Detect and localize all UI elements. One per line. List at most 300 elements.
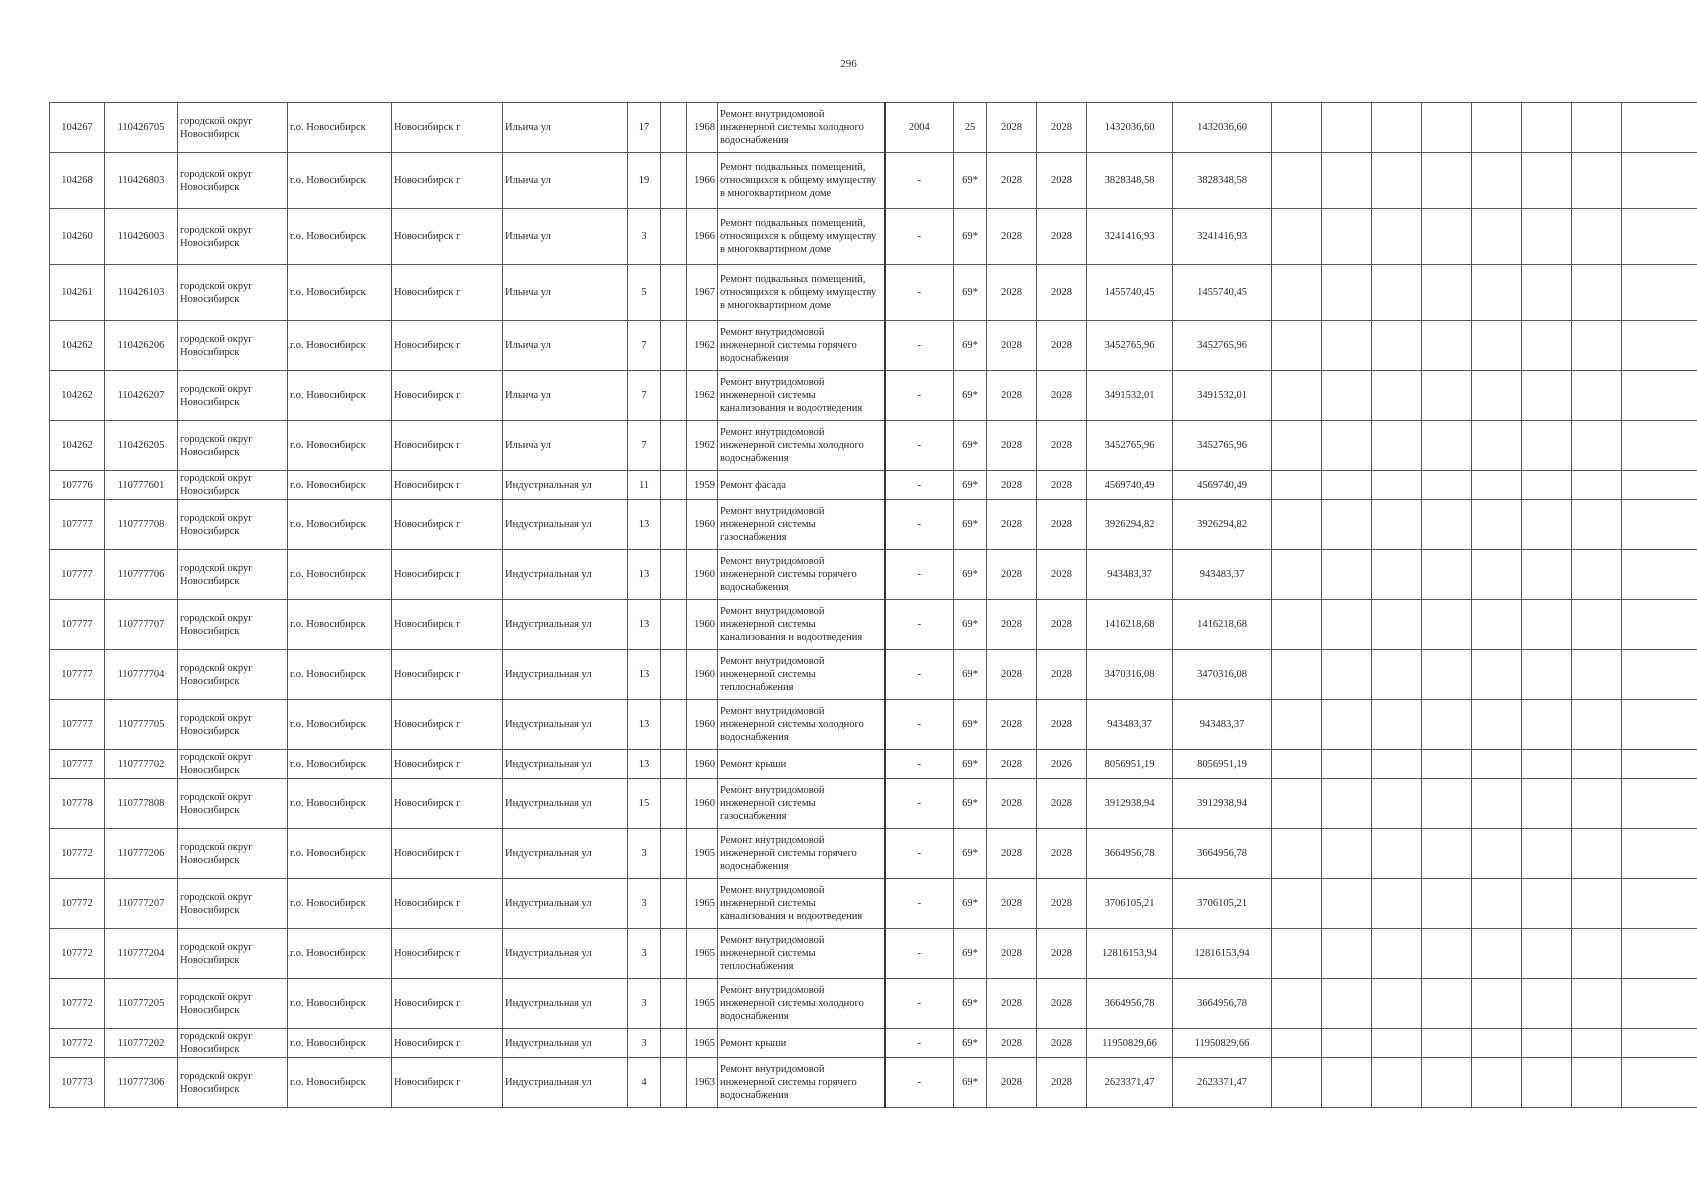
cell-last-repair: -: [885, 779, 954, 829]
cell-locality: Новосибирск г: [392, 700, 503, 750]
cell-house: 4: [628, 1058, 661, 1108]
cell-empty: [1622, 153, 1697, 209]
cell-empty: [1522, 321, 1572, 371]
cell-empty: [1522, 700, 1572, 750]
cell-empty: [1372, 103, 1422, 153]
cell-municipality: г.о. Новосибирск: [288, 265, 392, 321]
cell-period: 2028: [1037, 153, 1087, 209]
cell-last-repair: -: [885, 1029, 954, 1058]
cell-empty: [1622, 1029, 1697, 1058]
cell-building: [661, 153, 687, 209]
cell-locality: Новосибирск г: [392, 879, 503, 929]
cell-year-built: 1962: [687, 321, 718, 371]
cell-house: 13: [628, 500, 661, 550]
cell-cost: 3664956,78: [1087, 979, 1173, 1029]
cell-empty: [1422, 929, 1472, 979]
cell-empty: [1322, 421, 1372, 471]
cell-empty: [1472, 265, 1522, 321]
cell-municipality: г.о. Новосибирск: [288, 371, 392, 421]
page-number: 296: [840, 58, 857, 70]
table-row: [50, 103, 1697, 153]
cell-empty: [1522, 265, 1572, 321]
cell-empty: [1422, 103, 1472, 153]
cell-id: 104267: [50, 103, 105, 153]
cell-empty: [1522, 1058, 1572, 1108]
cell-work-type: Ремонт крыши: [718, 1029, 885, 1058]
cell-building: [661, 750, 687, 779]
cell-empty: [1322, 153, 1372, 209]
cell-year-built: 1960: [687, 750, 718, 779]
cell-empty: [1372, 929, 1422, 979]
cell-year-built: 1965: [687, 979, 718, 1029]
cell-empty: [1522, 421, 1572, 471]
cell-term: 69*: [954, 779, 987, 829]
cell-municipality: г.о. Новосибирск: [288, 321, 392, 371]
cell-term: 69*: [954, 750, 987, 779]
cell-plan-year: 2028: [987, 879, 1037, 929]
cell-code: 110426003: [105, 209, 178, 265]
cell-total: 3452765,96: [1173, 421, 1272, 471]
cell-empty: [1372, 1029, 1422, 1058]
cell-period: 2028: [1037, 1058, 1087, 1108]
cell-empty: [1272, 650, 1322, 700]
cell-locality: Новосибирск г: [392, 1058, 503, 1108]
cell-locality: Новосибирск г: [392, 471, 503, 500]
cell-empty: [1472, 500, 1522, 550]
cell-street: Индустриальная ул: [503, 1029, 628, 1058]
cell-term: 69*: [954, 650, 987, 700]
cell-empty: [1422, 1029, 1472, 1058]
cell-plan-year: 2028: [987, 979, 1037, 1029]
cell-period: 2028: [1037, 209, 1087, 265]
cell-empty: [1322, 1029, 1372, 1058]
cell-period: 2028: [1037, 321, 1087, 371]
cell-year-built: 1960: [687, 500, 718, 550]
cell-total: 3912938,94: [1173, 779, 1272, 829]
cell-code: 110426206: [105, 321, 178, 371]
cell-empty: [1322, 103, 1372, 153]
cell-total: 3452765,96: [1173, 321, 1272, 371]
cell-term: 69*: [954, 500, 987, 550]
cell-total: 3491532,01: [1173, 371, 1272, 421]
cell-empty: [1322, 265, 1372, 321]
cell-empty: [1322, 929, 1372, 979]
cell-empty: [1372, 750, 1422, 779]
cell-last-repair: -: [885, 421, 954, 471]
cell-empty: [1272, 371, 1322, 421]
cell-empty: [1272, 153, 1322, 209]
cell-building: [661, 103, 687, 153]
cell-code: 110777702: [105, 750, 178, 779]
cell-building: [661, 371, 687, 421]
cell-id: 107777: [50, 500, 105, 550]
cell-empty: [1422, 979, 1472, 1029]
cell-last-repair: -: [885, 371, 954, 421]
cell-total: 1455740,45: [1173, 265, 1272, 321]
cell-term: 69*: [954, 421, 987, 471]
cell-last-repair: -: [885, 700, 954, 750]
cell-municipality: г.о. Новосибирск: [288, 500, 392, 550]
cell-empty: [1622, 421, 1697, 471]
cell-empty: [1622, 650, 1697, 700]
cell-total: 1416218,68: [1173, 600, 1272, 650]
cell-empty: [1472, 879, 1522, 929]
cell-house: 3: [628, 979, 661, 1029]
cell-street: Индустриальная ул: [503, 600, 628, 650]
cell-empty: [1422, 500, 1472, 550]
cell-house: 7: [628, 321, 661, 371]
cell-empty: [1472, 750, 1522, 779]
cell-plan-year: 2028: [987, 700, 1037, 750]
cell-period: 2028: [1037, 879, 1087, 929]
cell-building: [661, 879, 687, 929]
cell-empty: [1572, 929, 1622, 979]
cell-empty: [1322, 371, 1372, 421]
cell-empty: [1322, 321, 1372, 371]
cell-id: 104262: [50, 421, 105, 471]
cell-plan-year: 2028: [987, 829, 1037, 879]
cell-term: 69*: [954, 209, 987, 265]
cell-street: Ильича ул: [503, 371, 628, 421]
cell-code: 110777808: [105, 779, 178, 829]
cell-empty: [1572, 779, 1622, 829]
cell-empty: [1472, 209, 1522, 265]
cell-cost: 1416218,68: [1087, 600, 1173, 650]
cell-work-type: Ремонт внутридомовой инженерной системы газоснабжения: [718, 500, 885, 550]
cell-term: 69*: [954, 929, 987, 979]
cell-empty: [1572, 1058, 1622, 1108]
cell-code: 110777706: [105, 550, 178, 600]
cell-empty: [1372, 550, 1422, 600]
cell-empty: [1522, 371, 1572, 421]
cell-empty: [1572, 829, 1622, 879]
cell-empty: [1572, 500, 1622, 550]
cell-work-type: Ремонт внутридомовой инженерной системы теплоснабжения: [718, 929, 885, 979]
cell-locality: Новосибирск г: [392, 829, 503, 879]
cell-empty: [1622, 550, 1697, 600]
cell-term: 69*: [954, 829, 987, 879]
cell-district: городской округ Новосибирск: [178, 103, 288, 153]
cell-code: 110777306: [105, 1058, 178, 1108]
cell-district: городской округ Новосибирск: [178, 153, 288, 209]
cell-total: 3664956,78: [1173, 829, 1272, 879]
cell-total: 12816153,94: [1173, 929, 1272, 979]
cell-total: 1432036,60: [1173, 103, 1272, 153]
cell-municipality: г.о. Новосибирск: [288, 153, 392, 209]
cell-house: 19: [628, 153, 661, 209]
cell-empty: [1622, 700, 1697, 750]
cell-empty: [1422, 371, 1472, 421]
cell-year-built: 1960: [687, 600, 718, 650]
cell-term: 69*: [954, 1058, 987, 1108]
table-row: [50, 650, 1697, 700]
table-row: [50, 829, 1697, 879]
cell-empty: [1472, 103, 1522, 153]
cell-last-repair: -: [885, 153, 954, 209]
cell-empty: [1322, 650, 1372, 700]
cell-district: городской округ Новосибирск: [178, 1058, 288, 1108]
cell-empty: [1272, 1029, 1322, 1058]
cell-empty: [1622, 929, 1697, 979]
cell-empty: [1322, 471, 1372, 500]
cell-empty: [1522, 500, 1572, 550]
cell-last-repair: -: [885, 929, 954, 979]
cell-empty: [1472, 421, 1522, 471]
cell-district: городской округ Новосибирск: [178, 829, 288, 879]
cell-municipality: г.о. Новосибирск: [288, 600, 392, 650]
cell-building: [661, 209, 687, 265]
cell-district: городской округ Новосибирск: [178, 500, 288, 550]
cell-year-built: 1965: [687, 829, 718, 879]
cell-empty: [1572, 103, 1622, 153]
cell-id: 107777: [50, 700, 105, 750]
cell-work-type: Ремонт внутридомовой инженерной системы холодного водоснабжения: [718, 103, 885, 153]
cell-empty: [1322, 779, 1372, 829]
cell-last-repair: -: [885, 879, 954, 929]
cell-cost: 2623371,47: [1087, 1058, 1173, 1108]
cell-district: городской округ Новосибирск: [178, 321, 288, 371]
cell-plan-year: 2028: [987, 600, 1037, 650]
cell-id: 107777: [50, 550, 105, 600]
cell-municipality: г.о. Новосибирск: [288, 779, 392, 829]
cell-district: городской округ Новосибирск: [178, 371, 288, 421]
cell-year-built: 1968: [687, 103, 718, 153]
cell-empty: [1272, 700, 1322, 750]
cell-code: 110426705: [105, 103, 178, 153]
cell-empty: [1272, 979, 1322, 1029]
cell-work-type: Ремонт подвальных помещений, относящихся к общему имуществу в многоквартирном доме: [718, 153, 885, 209]
cell-street: Ильича ул: [503, 103, 628, 153]
cell-empty: [1622, 265, 1697, 321]
cell-year-built: 1965: [687, 879, 718, 929]
cell-district: городской округ Новосибирск: [178, 471, 288, 500]
cell-plan-year: 2028: [987, 650, 1037, 700]
cell-id: 107772: [50, 929, 105, 979]
cell-last-repair: -: [885, 750, 954, 779]
cell-empty: [1572, 650, 1622, 700]
cell-municipality: г.о. Новосибирск: [288, 1058, 392, 1108]
cell-cost: 943483,37: [1087, 700, 1173, 750]
cell-total: 3706105,21: [1173, 879, 1272, 929]
cell-id: 107772: [50, 829, 105, 879]
cell-empty: [1622, 829, 1697, 879]
table-row: [50, 929, 1697, 979]
cell-empty: [1472, 979, 1522, 1029]
cell-work-type: Ремонт внутридомовой инженерной системы горячего водоснабжения: [718, 550, 885, 600]
cell-cost: 4569740,49: [1087, 471, 1173, 500]
cell-empty: [1272, 500, 1322, 550]
cell-district: городской округ Новосибирск: [178, 1029, 288, 1058]
cell-district: городской округ Новосибирск: [178, 700, 288, 750]
cell-empty: [1272, 209, 1322, 265]
cell-term: 69*: [954, 321, 987, 371]
cell-term: 69*: [954, 471, 987, 500]
cell-empty: [1522, 550, 1572, 600]
cell-empty: [1622, 209, 1697, 265]
cell-empty: [1272, 779, 1322, 829]
cell-empty: [1622, 1058, 1697, 1108]
cell-code: 110777705: [105, 700, 178, 750]
cell-locality: Новосибирск г: [392, 103, 503, 153]
cell-id: 107772: [50, 979, 105, 1029]
cell-last-repair: -: [885, 500, 954, 550]
cell-plan-year: 2028: [987, 421, 1037, 471]
cell-empty: [1372, 153, 1422, 209]
cell-plan-year: 2028: [987, 209, 1037, 265]
cell-locality: Новосибирск г: [392, 650, 503, 700]
cell-cost: 3470316,08: [1087, 650, 1173, 700]
cell-code: 110777704: [105, 650, 178, 700]
cell-plan-year: 2028: [987, 929, 1037, 979]
cell-period: 2028: [1037, 421, 1087, 471]
cell-street: Ильича ул: [503, 421, 628, 471]
cell-empty: [1522, 929, 1572, 979]
cell-plan-year: 2028: [987, 103, 1037, 153]
cell-empty: [1622, 371, 1697, 421]
cell-work-type: Ремонт внутридомовой инженерной системы холодного водоснабжения: [718, 700, 885, 750]
cell-empty: [1272, 1058, 1322, 1108]
cell-work-type: Ремонт внутридомовой инженерной системы газоснабжения: [718, 779, 885, 829]
cell-code: 110777205: [105, 979, 178, 1029]
cell-empty: [1422, 650, 1472, 700]
cell-period: 2028: [1037, 500, 1087, 550]
cell-empty: [1272, 421, 1322, 471]
cell-empty: [1372, 500, 1422, 550]
cell-work-type: Ремонт фасада: [718, 471, 885, 500]
cell-last-repair: -: [885, 265, 954, 321]
cell-street: Индустриальная ул: [503, 829, 628, 879]
cell-empty: [1322, 879, 1372, 929]
cell-empty: [1372, 779, 1422, 829]
cell-empty: [1322, 600, 1372, 650]
cell-empty: [1372, 600, 1422, 650]
cell-municipality: г.о. Новосибирск: [288, 929, 392, 979]
cell-empty: [1622, 600, 1697, 650]
cell-empty: [1622, 750, 1697, 779]
cell-last-repair: 2004: [885, 103, 954, 153]
cell-empty: [1472, 471, 1522, 500]
cell-id: 104261: [50, 265, 105, 321]
cell-municipality: г.о. Новосибирск: [288, 471, 392, 500]
cell-empty: [1622, 979, 1697, 1029]
cell-municipality: г.о. Новосибирск: [288, 700, 392, 750]
cell-total: 3241416,93: [1173, 209, 1272, 265]
cell-empty: [1622, 321, 1697, 371]
cell-empty: [1472, 1058, 1522, 1108]
cell-id: 104268: [50, 153, 105, 209]
cell-empty: [1422, 750, 1472, 779]
cell-cost: 3828348,58: [1087, 153, 1173, 209]
cell-total: 3926294,82: [1173, 500, 1272, 550]
cell-house: 11: [628, 471, 661, 500]
cell-id: 107772: [50, 1029, 105, 1058]
cell-last-repair: -: [885, 321, 954, 371]
cell-id: 107777: [50, 650, 105, 700]
cell-empty: [1422, 829, 1472, 879]
cell-street: Индустриальная ул: [503, 1058, 628, 1108]
cell-house: 3: [628, 879, 661, 929]
cell-empty: [1472, 153, 1522, 209]
cell-empty: [1372, 471, 1422, 500]
cell-building: [661, 600, 687, 650]
cell-empty: [1422, 600, 1472, 650]
cell-last-repair: -: [885, 550, 954, 600]
cell-empty: [1472, 321, 1522, 371]
cell-year-built: 1962: [687, 371, 718, 421]
cell-cost: 3912938,94: [1087, 779, 1173, 829]
cell-house: 3: [628, 1029, 661, 1058]
cell-house: 7: [628, 421, 661, 471]
cell-code: 110777204: [105, 929, 178, 979]
cell-house: 7: [628, 371, 661, 421]
cell-empty: [1572, 879, 1622, 929]
cell-code: 110426207: [105, 371, 178, 421]
cell-empty: [1472, 779, 1522, 829]
cell-building: [661, 700, 687, 750]
cell-municipality: г.о. Новосибирск: [288, 750, 392, 779]
cell-term: 69*: [954, 550, 987, 600]
cell-building: [661, 1029, 687, 1058]
cell-empty: [1572, 750, 1622, 779]
cell-empty: [1272, 265, 1322, 321]
cell-empty: [1572, 265, 1622, 321]
cell-empty: [1572, 471, 1622, 500]
cell-locality: Новосибирск г: [392, 1029, 503, 1058]
cell-empty: [1372, 879, 1422, 929]
cell-empty: [1572, 371, 1622, 421]
cell-period: 2028: [1037, 471, 1087, 500]
cell-locality: Новосибирск г: [392, 371, 503, 421]
cell-district: городской округ Новосибирск: [178, 550, 288, 600]
cell-street: Индустриальная ул: [503, 929, 628, 979]
cell-house: 15: [628, 779, 661, 829]
cell-empty: [1422, 879, 1472, 929]
cell-building: [661, 979, 687, 1029]
cell-period: 2028: [1037, 1029, 1087, 1058]
table-row: [50, 879, 1697, 929]
cell-cost: 3452765,96: [1087, 421, 1173, 471]
cell-empty: [1572, 153, 1622, 209]
cell-work-type: Ремонт внутридомовой инженерной системы канализования и водоотведения: [718, 879, 885, 929]
cell-empty: [1372, 265, 1422, 321]
cell-period: 2028: [1037, 779, 1087, 829]
cell-work-type: Ремонт внутридомовой инженерной системы холодного водоснабжения: [718, 979, 885, 1029]
cell-period: 2028: [1037, 929, 1087, 979]
cell-empty: [1322, 700, 1372, 750]
cell-district: городской округ Новосибирск: [178, 929, 288, 979]
cell-district: городской округ Новосибирск: [178, 979, 288, 1029]
table-row: [50, 779, 1697, 829]
cell-id: 104262: [50, 321, 105, 371]
cell-cost: 3241416,93: [1087, 209, 1173, 265]
cell-empty: [1272, 929, 1322, 979]
cell-term: 69*: [954, 979, 987, 1029]
cell-code: 110426803: [105, 153, 178, 209]
cell-year-built: 1959: [687, 471, 718, 500]
cell-street: Индустриальная ул: [503, 750, 628, 779]
cell-work-type: Ремонт подвальных помещений, относящихся к общему имуществу в многоквартирном доме: [718, 265, 885, 321]
cell-id: 104260: [50, 209, 105, 265]
cell-period: 2028: [1037, 371, 1087, 421]
cell-work-type: Ремонт внутридомовой инженерной системы горячего водоснабжения: [718, 321, 885, 371]
cell-empty: [1322, 979, 1372, 1029]
cell-empty: [1422, 700, 1472, 750]
cell-code: 110777601: [105, 471, 178, 500]
cell-municipality: г.о. Новосибирск: [288, 879, 392, 929]
cell-building: [661, 321, 687, 371]
cell-term: 69*: [954, 265, 987, 321]
cell-last-repair: -: [885, 209, 954, 265]
